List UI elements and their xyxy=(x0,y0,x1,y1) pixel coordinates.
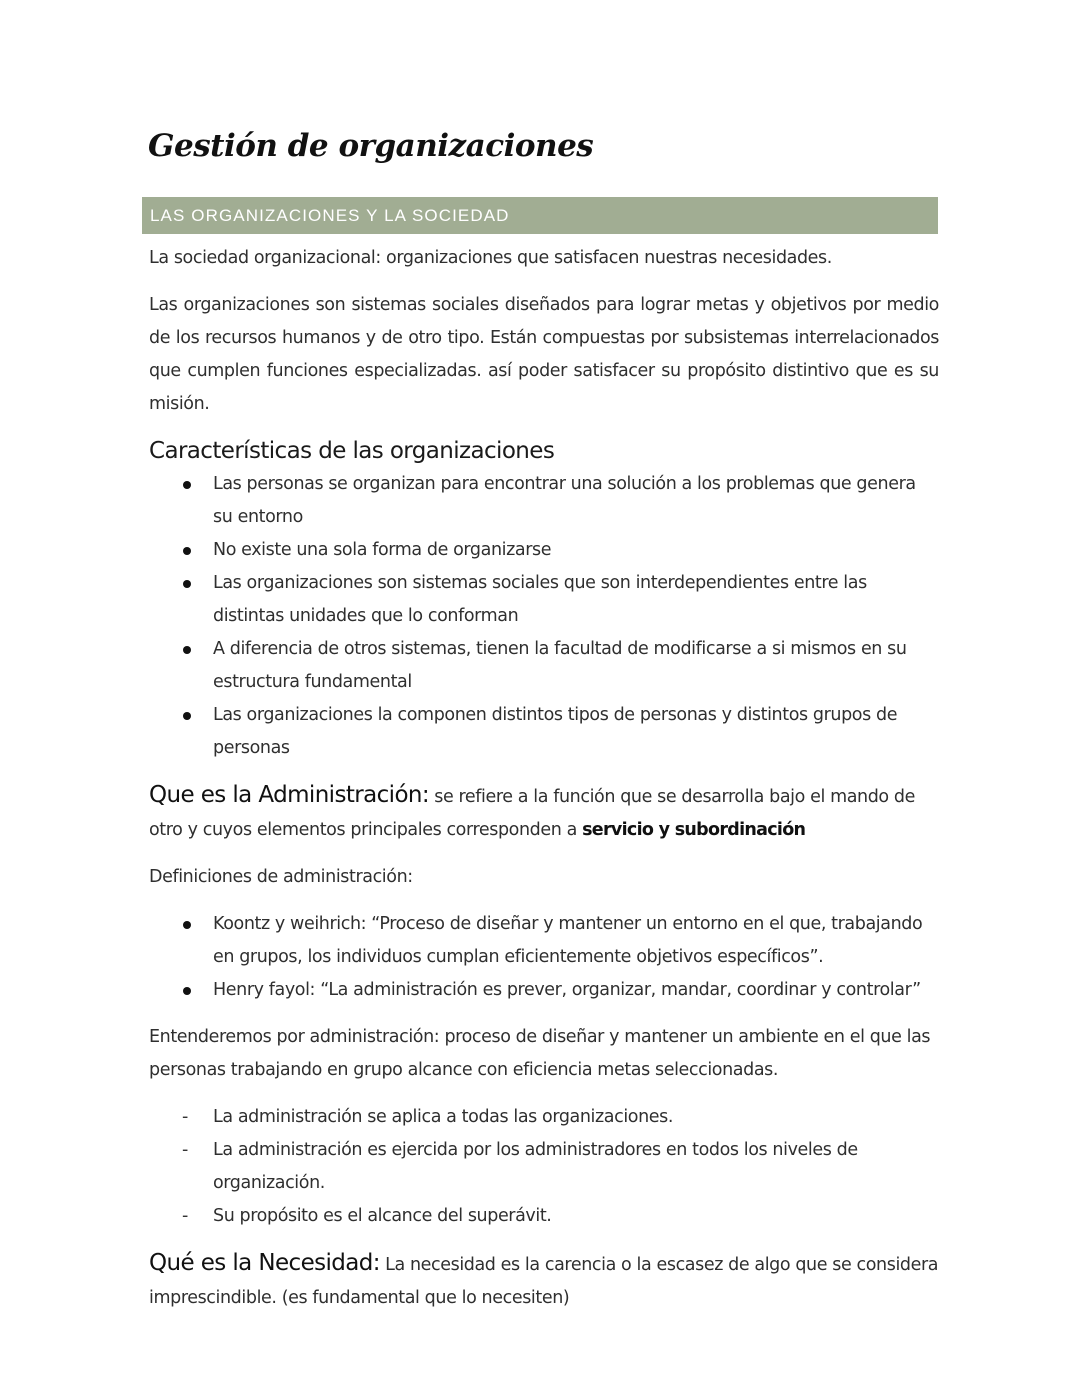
intro-paragraph: La sociedad organizacional: organizaciones que satisfacen nuestras necesidades. xyxy=(149,248,832,268)
list-item-text: Su propósito es el alcance del superávit. xyxy=(213,1206,552,1226)
bullet-icon xyxy=(183,547,191,555)
list-item-text: Koontz y weihrich: “Proceso de diseñar y mantener un entorno en el que, trabajando en grupos, los individuos cumplan eficientemente objetivos específicos”. xyxy=(213,914,923,967)
bullet-icon xyxy=(183,481,191,489)
list-item-text: A diferencia de otros sistemas, tienen la facultad de modificarse a si mismos en su estructura fundamental xyxy=(213,639,907,692)
dash-marker: - xyxy=(182,1140,188,1160)
list-item xyxy=(213,699,939,765)
list-item-text: Las organizaciones la componen distintos tipos de personas y distintos grupos de personas xyxy=(213,705,898,758)
list-item xyxy=(213,534,939,567)
bullet-icon xyxy=(183,580,191,588)
bullet-icon xyxy=(183,712,191,720)
list-item xyxy=(213,908,939,974)
list-item xyxy=(182,1200,939,1233)
characteristics-heading: Características de las organizaciones xyxy=(149,438,555,464)
document-body xyxy=(149,242,939,1315)
points-list xyxy=(149,1101,939,1233)
list-item-text: Las organizaciones son sistemas sociales que son interdependientes entre las distintas unidades que lo conforman xyxy=(213,573,867,626)
administration-term: Que es la Administración: xyxy=(149,782,430,808)
definitions-intro: Definiciones de administración: xyxy=(149,867,413,887)
dash-marker: - xyxy=(182,1107,188,1127)
list-item-text: Henry fayol: “La administración es prever, organizar, mandar, coordinar y controlar” xyxy=(213,980,921,1000)
document-title: Gestión de organizaciones xyxy=(148,128,594,164)
list-item-text: Las personas se organizan para encontrar una solución a los problemas que genera su entorno xyxy=(213,474,916,527)
need-term: Qué es la Necesidad: xyxy=(149,1250,380,1276)
list-item xyxy=(213,633,939,699)
section-banner xyxy=(142,197,938,234)
need-paragraph xyxy=(149,1247,939,1315)
organizations-definition-paragraph: Las organizaciones son sistemas sociales diseñados para lograr metas y objetivos por medio de los recursos humanos y de otro tipo. Están compuestas por subsistemas interrelacionados que cumplen funciones especializadas. así poder satisfacer su propósito distintivo que es su misión. xyxy=(149,295,939,414)
list-item xyxy=(182,1101,939,1134)
bullet-icon xyxy=(183,987,191,995)
definitions-list xyxy=(149,908,939,1007)
administration-paragraph xyxy=(149,779,939,847)
administration-text: se refiere a la función que se desarrolla bajo el mando de otro y cuyos elementos principales corresponden a xyxy=(149,787,915,840)
section-banner-label: LAS ORGANIZACIONES Y LA SOCIEDAD xyxy=(150,205,510,225)
administration-emphasis: servicio y subordinación xyxy=(582,820,806,840)
need-text: La necesidad es la carencia o la escasez de algo que se considera imprescindible. (es fundamental que lo necesiten) xyxy=(149,1255,939,1308)
list-item-text: La administración se aplica a todas las organizaciones. xyxy=(213,1107,674,1127)
list-item xyxy=(213,567,939,633)
list-item xyxy=(182,1134,939,1200)
list-item xyxy=(213,974,939,1007)
understanding-paragraph: Entenderemos por administración: proceso de diseñar y mantener un ambiente en el que las personas trabajando en grupo alcance con eficiencia metas seleccionadas. xyxy=(149,1027,931,1080)
characteristics-list xyxy=(149,468,939,765)
list-item xyxy=(213,468,939,534)
bullet-icon xyxy=(183,646,191,654)
dash-marker: - xyxy=(182,1206,188,1226)
list-item-text: No existe una sola forma de organizarse xyxy=(213,540,552,560)
bullet-icon xyxy=(183,921,191,929)
list-item-text: La administración es ejercida por los administradores en todos los niveles de organización. xyxy=(213,1140,858,1193)
